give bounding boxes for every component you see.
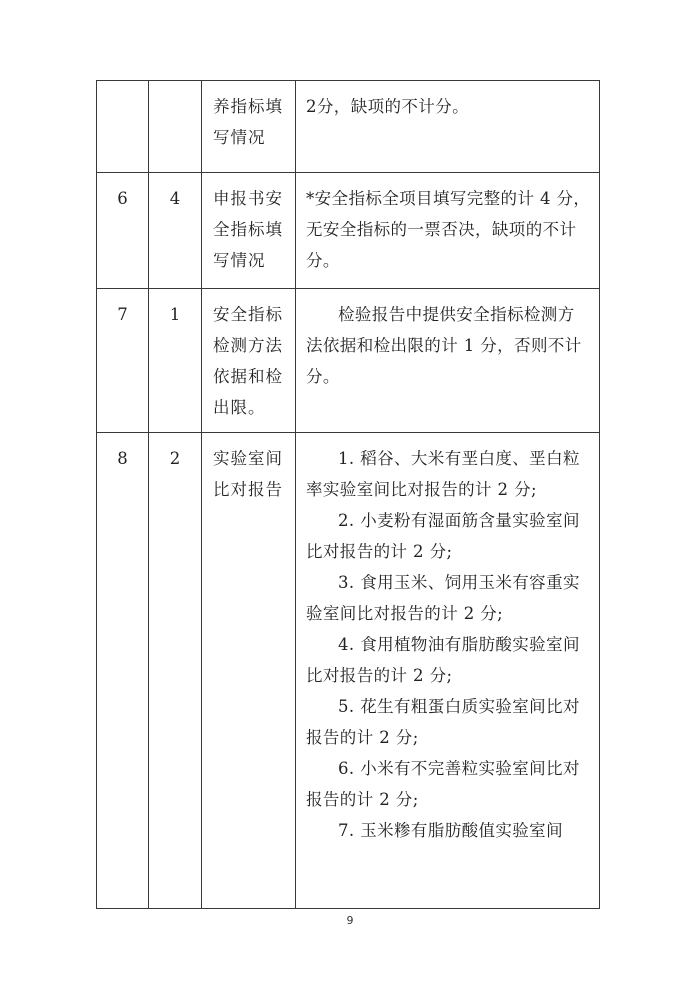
standard-clause: 1. 稻谷、大米有垩白度、垩白粒率实验室间比对报告的计 2 分; — [306, 449, 580, 499]
row-standard: *安全指标全项目填写完整的计 4 分，无安全指标的一票否决，缺项的不计分。 — [296, 173, 600, 289]
row-standard: 检验报告中提供安全指标检测方法依据和检出限的计 1 分，否则不计分。 — [296, 289, 600, 433]
row-number: 6 — [97, 173, 149, 289]
table-row — [97, 433, 600, 909]
row-item: 安全指标检测方法依据和检出限。 — [202, 289, 296, 433]
row-score: 2 — [149, 433, 202, 909]
row-item: 实验室间比对报告 — [202, 433, 296, 909]
standard-clause: 4. 食用植物油有脂肪酸实验室间比对报告的计 2 分; — [306, 635, 580, 685]
table-row — [97, 173, 600, 289]
standard-clause: 2. 小麦粉有湿面筋含量实验室间比对报告的计 2 分; — [306, 511, 580, 561]
table-row — [97, 81, 600, 173]
standard-clause: 3. 食用玉米、饲用玉米有容重实验室间比对报告的计 2 分; — [306, 573, 580, 623]
row-number — [97, 81, 149, 173]
row-number: 7 — [97, 289, 149, 433]
standard-clause: 5. 花生有粗蛋白质实验室间比对报告的计 2 分; — [306, 697, 580, 747]
row-item: 养指标填写情况 — [202, 81, 296, 173]
page-number: 9 — [346, 914, 354, 927]
row-score: 1 — [149, 289, 202, 433]
table-row — [97, 289, 600, 433]
row-score — [149, 81, 202, 173]
scoring-table — [96, 80, 600, 909]
standard-clause: 7. 玉米糁有脂肪酸值实验室间 — [338, 821, 563, 840]
standard-clause: 6. 小米有不完善粒实验室间比对报告的计 2 分; — [306, 759, 580, 809]
row-item: 申报书安全指标填写情况 — [202, 173, 296, 289]
row-standard: 2分，缺项的不计分。 — [296, 81, 600, 173]
row-number: 8 — [97, 433, 149, 909]
row-standard — [296, 433, 600, 909]
row-score: 4 — [149, 173, 202, 289]
